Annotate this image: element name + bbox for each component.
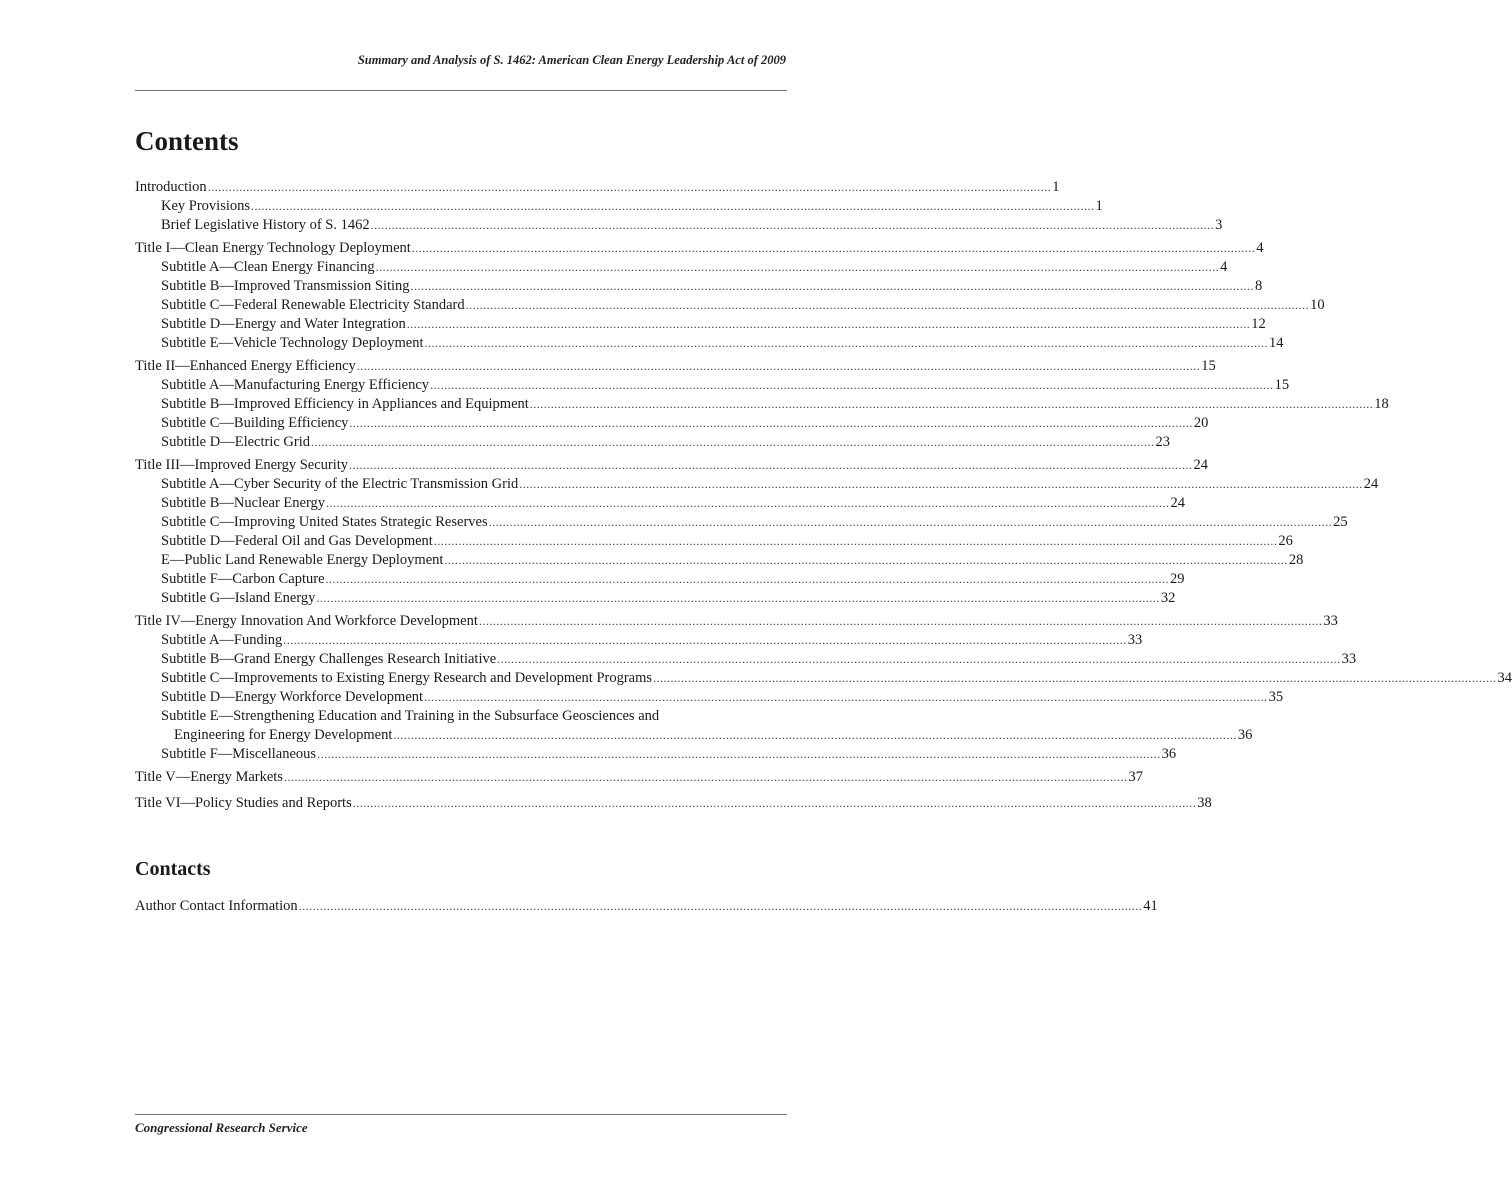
dot-leader: ................................................................................................................................................................................................................................................. [207,180,1052,194]
dot-leader: ................................................................................................................................................................................................................................................. [325,572,1170,586]
toc-entry-label: Subtitle B—Grand Energy Challenges Research Initiative [161,651,497,667]
toc-entry-label: Subtitle D—Energy Workforce Development [161,689,424,705]
toc-entry-title-3-subtitle-d[interactable] [135,532,1293,551]
toc-entry-page: 23 [1155,434,1170,450]
dot-leader: ................................................................................................................................................................................................................................................. [488,515,1333,529]
toc-entry-label: Subtitle C—Improvements to Existing Energy Research and Development Programs [161,670,653,686]
toc-entry-title-1-subtitle-e[interactable] [135,334,1284,353]
toc-entry-title-2[interactable] [135,357,1216,376]
dot-leader: ................................................................................................................................................................................................................................................. [529,397,1374,411]
toc-entry-title-5[interactable] [135,768,1143,787]
toc-entry-title-3-subtitle-b[interactable] [135,494,1186,513]
toc-entry-page: 28 [1288,552,1304,568]
toc-entry-label: E—Public Land Renewable Energy Deployment [161,552,444,568]
table-of-contents [135,124,1512,916]
toc-entry-label-continuation: Engineering for Energy Development [174,727,393,743]
toc-entry-title-3-subtitle-a[interactable] [135,475,1379,494]
toc-entry-label: Introduction [135,179,207,195]
dot-leader: ................................................................................................................................................................................................................................................. [497,652,1341,666]
toc-entry-title-3[interactable] [135,456,1209,475]
running-header: Summary and Analysis of S. 1462: American Clean Energy Leadership Act of 2009 [357,53,786,67]
toc-entry-title-2-subtitle-c[interactable] [135,414,1209,433]
toc-entry-title-2-subtitle-a[interactable] [135,376,1290,395]
toc-entry-page: 37 [1128,769,1143,785]
toc-entry-label: Title IV—Energy Innovation And Workforce Development [135,613,478,629]
toc-entry-label: Subtitle G—Island Energy [161,590,316,606]
toc-entry-label: Subtitle C—Federal Renewable Electricity Standard [161,297,465,313]
dot-leader: ................................................................................................................................................................................................................................................. [444,553,1288,567]
toc-entry-label: Subtitle A—Manufacturing Energy Efficiency [161,377,430,393]
dot-leader: ................................................................................................................................................................................................................................................. [251,199,1095,213]
dot-leader: ................................................................................................................................................................................................................................................. [375,260,1220,274]
dot-leader: ................................................................................................................................................................................................................................................. [316,591,1160,605]
toc-entry-page: 18 [1374,396,1389,412]
dot-leader: ................................................................................................................................................................................................................................................. [349,416,1193,430]
toc-entry-page: 33 [1341,651,1357,667]
toc-entry-label: Subtitle A—Funding [161,632,283,648]
toc-entry-title-2-subtitle-d[interactable] [135,433,1170,452]
dot-leader: ................................................................................................................................................................................................................................................. [311,435,1155,449]
toc-entry-page: 14 [1269,335,1284,351]
toc-entry-page: 41 [1143,898,1158,914]
toc-entry-title-3-subtitle-c[interactable] [135,513,1348,532]
dot-leader: ................................................................................................................................................................................................................................................. [326,496,1170,510]
header-divider [135,90,787,91]
toc-entry-label: Subtitle B—Improved Transmission Siting [161,278,410,294]
toc-entry-page: 1 [1052,179,1060,195]
toc-entry-label: Title V—Energy Markets [135,769,283,785]
toc-entry-label: Subtitle E—Vehicle Technology Deployment [161,335,424,351]
toc-entry-key-provisions[interactable] [135,197,1103,216]
toc-entry-label: Brief Legislative History of S. 1462 [161,217,370,233]
dot-leader: ................................................................................................................................................................................................................................................. [283,633,1127,647]
toc-entry-title-3-subtitle-g[interactable] [135,589,1176,608]
toc-entry-page: 1 [1095,198,1103,214]
toc-entry-page: 10 [1310,297,1325,313]
toc-entry-label: Subtitle C—Improving United States Strategic Reserves [161,514,488,530]
toc-entry-label: Subtitle C—Building Efficiency [161,415,349,431]
toc-entry-title-4[interactable] [135,612,1338,631]
dot-leader: ................................................................................................................................................................................................................................................. [283,770,1128,784]
toc-entry-label: Subtitle A—Cyber Security of the Electric Transmission Grid [161,476,519,492]
toc-entry-introduction[interactable] [135,178,1060,197]
toc-entry-page: 34 [1497,670,1512,686]
toc-entry-label: Subtitle D—Electric Grid [161,434,310,450]
page-footer: Congressional Research Service [135,1120,308,1135]
toc-entry-label: Subtitle D—Federal Oil and Gas Development [161,533,433,549]
dot-leader: ................................................................................................................................................................................................................................................. [653,671,1497,685]
dot-leader: ................................................................................................................................................................................................................................................. [424,690,1268,704]
toc-entry-page: 33 [1323,613,1338,629]
toc-entry-page: 15 [1201,358,1216,374]
dot-leader: ................................................................................................................................................................................................................................................. [393,728,1237,742]
dot-leader: ................................................................................................................................................................................................................................................. [317,747,1161,761]
toc-entry-label: Title VI—Policy Studies and Reports [135,795,352,811]
dot-leader: ................................................................................................................................................................................................................................................. [406,317,1251,331]
dot-leader: ................................................................................................................................................................................................................................................. [478,614,1323,628]
dot-leader: ................................................................................................................................................................................................................................................. [430,378,1274,392]
contacts-title: Contacts [135,858,211,880]
toc-entry-title-4-subtitle-c[interactable] [135,669,1512,688]
toc-entry-title-6[interactable] [135,794,1212,813]
toc-entry-title-1-subtitle-c[interactable] [135,296,1325,315]
dot-leader: ................................................................................................................................................................................................................................................. [465,298,1310,312]
toc-entry-page: 4 [1256,240,1264,256]
toc-entry-page: 24 [1170,495,1186,511]
toc-entry-page: 8 [1255,278,1263,294]
toc-entry-page: 24 [1363,476,1379,492]
toc-entry-title-4-subtitle-b[interactable] [135,650,1357,669]
toc-entry-title-3-subtitle-f[interactable] [135,570,1185,589]
toc-entry-title-1-subtitle-a[interactable] [135,258,1228,277]
toc-entry-author-contact[interactable] [135,897,1158,916]
toc-entry-page: 24 [1193,457,1209,473]
dot-leader: ................................................................................................................................................................................................................................................. [352,796,1197,810]
toc-entry-label: Subtitle D—Energy and Water Integration [161,316,406,332]
toc-entry-page: 33 [1127,632,1143,648]
toc-entry-label: Subtitle F—Miscellaneous [161,746,317,762]
dot-leader: ................................................................................................................................................................................................................................................. [433,534,1278,548]
toc-entry-title-3-subtitle-e[interactable] [135,551,1304,570]
toc-entry-page: 25 [1333,514,1348,530]
toc-entry-title-4-subtitle-f[interactable] [135,745,1177,764]
toc-entry-page: 26 [1278,533,1293,549]
dot-leader: ................................................................................................................................................................................................................................................. [410,279,1255,293]
toc-entry-label: Key Provisions [161,198,251,214]
footer-divider [135,1114,787,1115]
toc-entry-label: Title III—Improved Energy Security [135,457,349,473]
toc-entry-page: 35 [1268,689,1284,705]
toc-entry-page: 32 [1160,590,1176,606]
toc-entry-title-1-subtitle-d[interactable] [135,315,1266,334]
contents-title: Contents [135,126,239,156]
toc-entry-label: Title II—Enhanced Energy Efficiency [135,358,356,374]
dot-leader: ................................................................................................................................................................................................................................................. [424,336,1268,350]
dot-leader: ................................................................................................................................................................................................................................................. [349,458,1193,472]
toc-entry-page: 36 [1237,727,1253,743]
toc-entry-page: 15 [1274,377,1290,393]
toc-entry-label: Subtitle F—Carbon Capture [161,571,325,587]
toc-entry-label: Subtitle B—Nuclear Energy [161,495,326,511]
toc-entry-label: Author Contact Information [135,898,298,914]
toc-entry-title-1[interactable] [135,239,1264,258]
toc-entry-page: 3 [1215,217,1223,233]
dot-leader: ................................................................................................................................................................................................................................................. [411,241,1256,255]
toc-entry-label: Title I—Clean Energy Technology Deployment [135,240,411,256]
toc-entry-title-1-subtitle-b[interactable] [135,277,1263,296]
toc-entry-page: 36 [1161,746,1177,762]
toc-entry-legislative-history[interactable] [135,216,1223,235]
dot-leader: ................................................................................................................................................................................................................................................. [298,899,1143,913]
dot-leader: ................................................................................................................................................................................................................................................. [356,359,1201,373]
toc-entry-title-2-subtitle-b[interactable] [135,395,1389,414]
toc-entry-title-4-subtitle-d[interactable] [135,688,1284,707]
toc-entry-page: 20 [1193,415,1209,431]
toc-entry-page: 29 [1170,571,1185,587]
toc-entry-label: Subtitle E—Strengthening Education and Training in the Subsurface Geosciences and [161,708,660,724]
dot-leader: ................................................................................................................................................................................................................................................. [370,218,1215,232]
toc-entry-page: 38 [1197,795,1212,811]
toc-entry-page: 4 [1220,259,1228,275]
toc-entry-label: Subtitle B—Improved Efficiency in Appliances and Equipment [161,396,529,412]
toc-entry-label: Subtitle A—Clean Energy Financing [161,259,375,275]
toc-entry-title-4-subtitle-a[interactable] [135,631,1143,650]
toc-entry-page: 12 [1251,316,1266,332]
toc-entry-title-4-subtitle-e[interactable] [135,707,1253,745]
dot-leader: ................................................................................................................................................................................................................................................. [519,477,1363,491]
